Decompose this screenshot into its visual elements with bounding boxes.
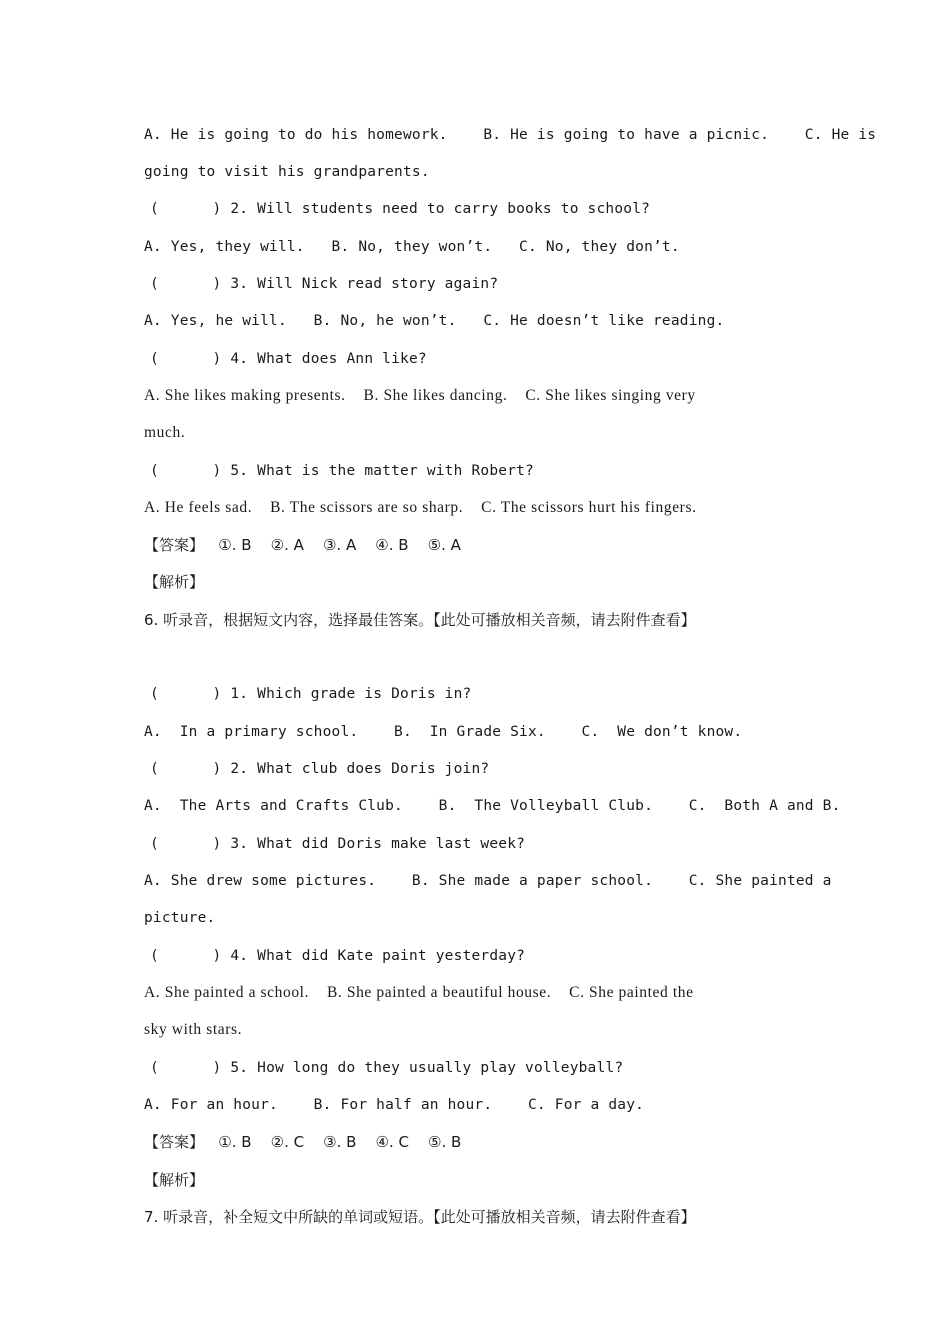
s6-q2-options: A. The Arts and Crafts Club. B. The Volleyball Club. C. Both A and B.: [144, 798, 841, 814]
s6-q4-options-cont: sky with stars.: [144, 1021, 243, 1038]
s6-question-3: ( ) 3. What did Doris make last week?: [150, 836, 526, 852]
s6-q3-options: A. She drew some pictures. B. She made a paper school. C. She painted a: [144, 873, 832, 889]
s6-instruction: 6. 听录音，根据短文内容，选择最佳答案。【此处可播放相关音频，请去附件查看】: [144, 611, 696, 629]
s6-q5-options: A. For an hour. B. For half an hour. C. For a day.: [144, 1097, 645, 1113]
s5-q1-options-cont: going to visit his grandparents.: [144, 164, 430, 180]
s5-answer: 【答案】 ①. B ②. A ③. A ④. B ⑤. A: [144, 536, 461, 554]
s6-answer: 【答案】 ①. B ②. C ③. B ④. C ⑤. B: [144, 1133, 462, 1151]
s6-question-5: ( ) 5. How long do they usually play volleyball?: [150, 1060, 624, 1076]
s5-q4-options: A. She likes making presents. B. She likes dancing. C. She likes singing very: [144, 387, 696, 404]
s5-q5-options: A. He feels sad. B. The scissors are so sharp. C. The scissors hurt his fingers.: [144, 499, 697, 516]
s6-q4-options: A. She painted a school. B. She painted a beautiful house. C. She painted the: [144, 984, 694, 1001]
s5-question-5: ( ) 5. What is the matter with Robert?: [150, 463, 534, 479]
s6-question-2: ( ) 2. What club does Doris join?: [150, 761, 490, 777]
s6-question-4: ( ) 4. What did Kate paint yesterday?: [150, 948, 526, 964]
s5-question-4: ( ) 4. What does Ann like?: [150, 351, 427, 367]
s5-q2-options: A. Yes, they will. B. No, they won’t. C. No, they don’t.: [144, 239, 680, 255]
s5-question-3: ( ) 3. Will Nick read story again?: [150, 276, 499, 292]
s6-question-1: ( ) 1. Which grade is Doris in?: [150, 686, 472, 702]
s5-q3-options: A. Yes, he will. B. No, he won’t. C. He doesn’t like reading.: [144, 313, 725, 329]
s5-question-2: ( ) 2. Will students need to carry books to school?: [150, 201, 651, 217]
s5-q4-options-cont: much.: [144, 424, 186, 441]
s6-q3-options-cont: picture.: [144, 910, 216, 926]
s7-instruction: 7. 听录音，补全短文中所缺的单词或短语。【此处可播放相关音频，请去附件查看】: [144, 1208, 696, 1226]
s6-analysis: 【解析】: [144, 1171, 205, 1189]
s5-analysis: 【解析】: [144, 573, 205, 591]
s6-q1-options: A. In a primary school. B. In Grade Six. C. We don’t know.: [144, 724, 743, 740]
s5-q1-options: A. He is going to do his homework. B. He is going to have a picnic. C. He is: [144, 127, 877, 143]
